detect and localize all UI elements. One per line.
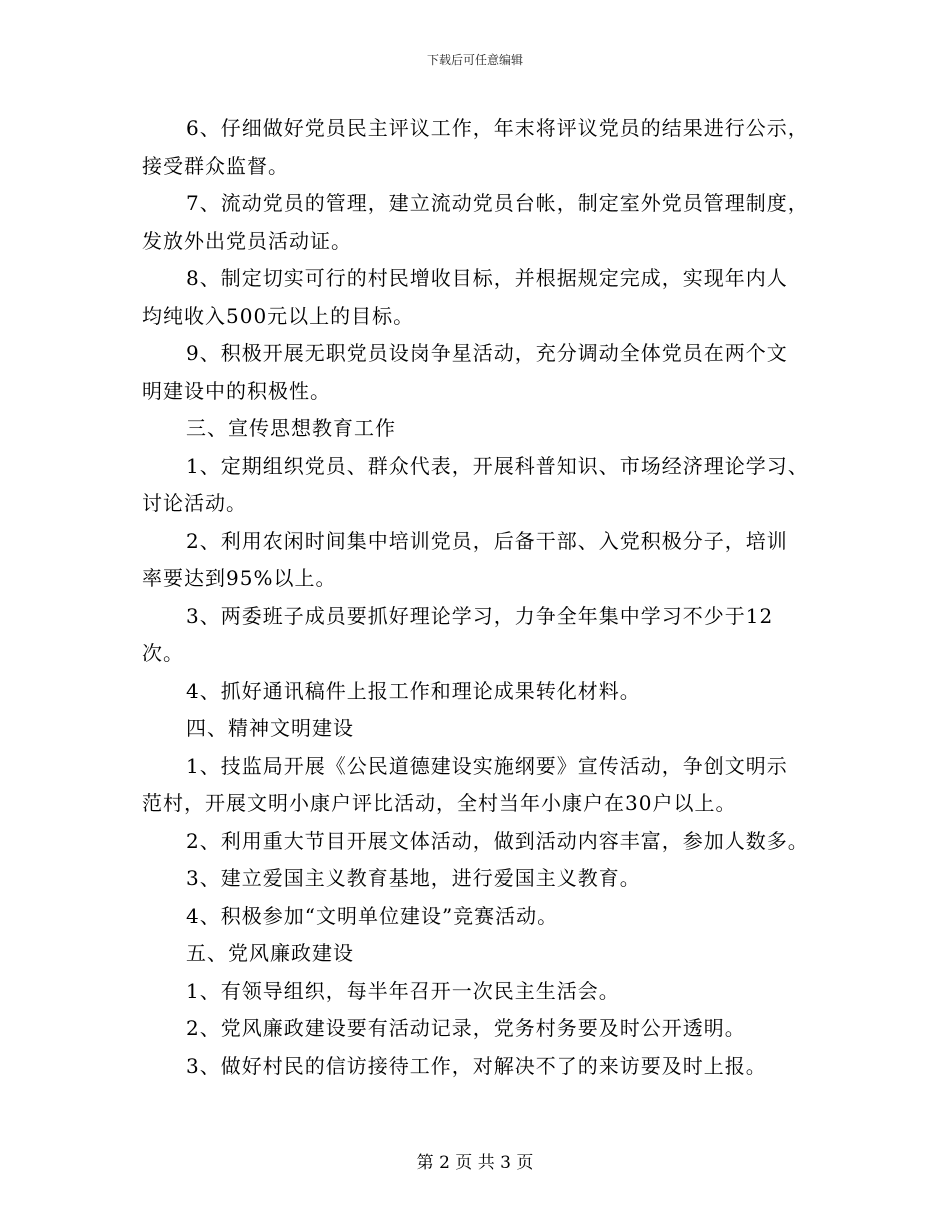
page-header-note: 下载后可任意编辑 [426,53,523,67]
paragraph-line: 6、仔细做好党员民主评议工作，年末将评议党员的结果进行公示， [186,116,809,140]
paragraph-line: 2、党风廉政建设要有活动记录，党务村务要及时公开透明。 [186,1016,746,1040]
paragraph-line: 讨论活动。 [142,491,247,515]
paragraph-line: 范村，开展文明小康户评比活动，全村当年小康户在30户以上。 [142,791,737,815]
section-heading: 五、党风廉政建设 [186,941,354,965]
paragraph-line: 3、做好村民的信访接待工作，对解决不了的来访要及时上报。 [186,1053,767,1078]
paragraph-line: 接受群众监督。 [142,153,289,178]
paragraph-line: 8、制定切实可行的村民增收目标，并根据规定完成，实现年内人 [186,266,788,290]
paragraph-line: 2、利用重大节目开展文体活动，做到活动内容丰富，参加人数多。 [186,828,809,853]
paragraph-line: 4、抓好通讯稿件上报工作和理论成果转化材料。 [186,678,641,703]
paragraph-line: 发放外出党员活动证。 [142,228,352,253]
paragraph-line: 1、技监局开展《公民道德建设实施纲要》宣传活动，争创文明示 [186,753,788,778]
document-body [142,110,832,1085]
paragraph-line: 率要达到95%以上。 [142,566,337,590]
paragraph-line: 1、有领导组织，每半年召开一次民主生活会。 [186,978,620,1003]
paragraph-line: 3、两委班子成员要抓好理论学习，力争全年集中学习不少于12 [186,603,774,628]
paragraph-line: 2、利用农闲时间集中培训党员，后备干部、入党积极分子，培训 [186,528,788,553]
paragraph-line: 4、积极参加“文明单位建设”竞赛活动。 [186,903,559,928]
section-heading: 三、宣传思想教育工作 [186,416,396,440]
paragraph-line: 明建设中的积极性。 [142,378,331,403]
paragraph-line: 9、积极开展无职党员设岗争星活动，充分调动全体党员在两个文 [186,341,788,365]
paragraph-line: 3、建立爱国主义教育基地，进行爱国主义教育。 [186,866,641,890]
paragraph-line: 均纯收入500元以上的目标。 [142,303,415,328]
page-number: 第 2 页 共 3 页 [416,1153,534,1173]
paragraph-line: 次。 [142,641,184,665]
paragraph-line: 7、流动党员的管理，建立流动党员台帐，制定室外党员管理制度， [186,191,809,215]
section-heading: 四、精神文明建设 [186,716,354,740]
paragraph-line: 1、定期组织党员、群众代表，开展科普知识、市场经济理论学习、 [186,453,809,478]
